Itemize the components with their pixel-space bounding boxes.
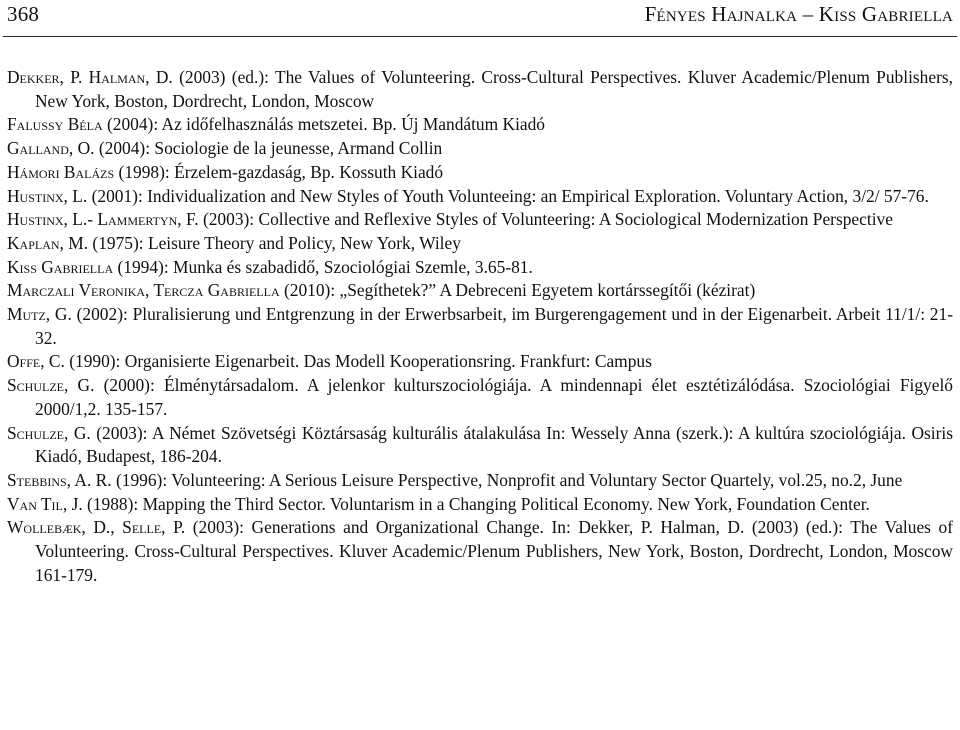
reference-text: (2010): „Segíthetek?” A Debreceni Egyetem kortárssegítői (kézirat) <box>279 280 756 301</box>
reference-entry <box>7 232 953 256</box>
page-number: 368 <box>7 1 40 26</box>
reference-author: Falussy Béla <box>7 114 103 135</box>
reference-author: Hámori Balázs <box>7 161 115 182</box>
reference-author: Galland, O. <box>7 138 95 159</box>
reference-author: Schulze, G. <box>7 422 91 443</box>
reference-author: Hustinx, L. <box>7 185 88 206</box>
reference-text: (1994): Munka és szabadidő, Szociológiai Szemle, 3.65-81. <box>113 256 533 277</box>
reference-text: (2003) (ed.): The Values of Volunteering. Cross-Cultural Perspectives. Kluver Academic/Plenum Publishers, New York, Boston, Dordrecht, London, Moscow <box>35 67 953 111</box>
reference-author: Wollebæk, D., Selle, P. <box>7 517 186 538</box>
reference-entry <box>7 256 953 280</box>
reference-author: Stebbins, A. R. <box>7 469 112 490</box>
reference-entry <box>7 208 953 232</box>
reference-author: Offe, C. <box>7 351 65 372</box>
reference-text: (1988): Mapping the Third Sector. Voluntarism in a Changing Political Economy. New York, Foundation Center. <box>82 493 870 514</box>
reference-text: (2001): Individualization and New Styles of Youth Volunteeing: an Empirical Exploration. Voluntary Action, 3/2/ 57-76. <box>87 185 929 206</box>
reference-text: (2004): Sociologie de la jeunesse, Armand Collin <box>94 138 443 159</box>
reference-entry <box>7 374 953 421</box>
header-rule <box>3 36 957 37</box>
reference-text: (1998): Érzelem-gazdaság, Bp. Kossuth Kiadó <box>114 161 444 182</box>
reference-text: (1996): Volunteering: A Serious Leisure Perspective, Nonprofit and Voluntary Sector Quartely, vol.25, no.2, June <box>111 469 903 490</box>
reference-entry <box>7 303 953 350</box>
page-header <box>7 0 953 28</box>
reference-author: Mutz, G. <box>7 304 72 325</box>
reference-text: (2004): Az időfelhasználás metszetei. Bp. Új Mandátum Kiadó <box>102 114 546 135</box>
reference-author: Marczali Veronika, Tercza Gabriella <box>7 280 280 301</box>
reference-text: (2000): Élménytársadalom. A jelenkor kulturszociológiája. A mindennapi élet esztétizálódása. Szociológiai Figyelő 2000/1,2. 135-157. <box>35 375 953 419</box>
reference-entry <box>7 137 953 161</box>
running-title: Fényes Hajnalka – Kiss Gabriella <box>644 1 953 26</box>
reference-author: Van Til, J. <box>7 493 83 514</box>
reference-entry <box>7 493 953 517</box>
reference-entry <box>7 350 953 374</box>
reference-author: Kiss Gabriella <box>7 256 114 277</box>
reference-entry <box>7 279 953 303</box>
reference-entry <box>7 113 953 137</box>
reference-author: Kaplan, M. <box>7 232 89 253</box>
reference-text: (2003): Generations and Organizational Change. In: Dekker, P. Halman, D. (2003) (ed.): The Values of Volunteering. Cross-Cultural Perspectives. Kluver Academic/Plenum Publishers, New York, Boston, Dordrecht, London, Moscow 161-179. <box>35 517 953 585</box>
reference-list <box>7 66 953 587</box>
reference-text: (1975): Leisure Theory and Policy, New York, Wiley <box>88 232 461 253</box>
reference-author: Hustinx, L.- Lammertyn, F. <box>7 209 199 230</box>
reference-entry <box>7 185 953 209</box>
reference-entry <box>7 516 953 587</box>
reference-text: (2003): Collective and Reflexive Styles of Volunteering: A Sociological Modernization Perspective <box>198 209 893 230</box>
reference-author: Schulze, G. <box>7 375 95 396</box>
reference-text: (1990): Organisierte Eigenarbeit. Das Modell Kooperationsring. Frankfurt: Campus <box>64 351 652 372</box>
reference-author: Dekker, P. Halman, D. <box>7 67 173 87</box>
reference-entry <box>7 422 953 469</box>
reference-entry <box>7 469 953 493</box>
reference-text: (2002): Pluralisierung und Entgrenzung in der Erwerbsarbeit, im Burgerengagement und in der Eigenarbeit. Arbeit 11/1/: 21-32. <box>35 304 953 348</box>
reference-entry <box>7 66 953 113</box>
reference-text: (2003): A Német Szövetségi Köztársaság kulturális átalakulása In: Wessely Anna (szerk.): A kultúra szociológiája. Osiris Kiadó, Budapest, 186-204. <box>35 422 953 467</box>
reference-entry <box>7 161 953 185</box>
